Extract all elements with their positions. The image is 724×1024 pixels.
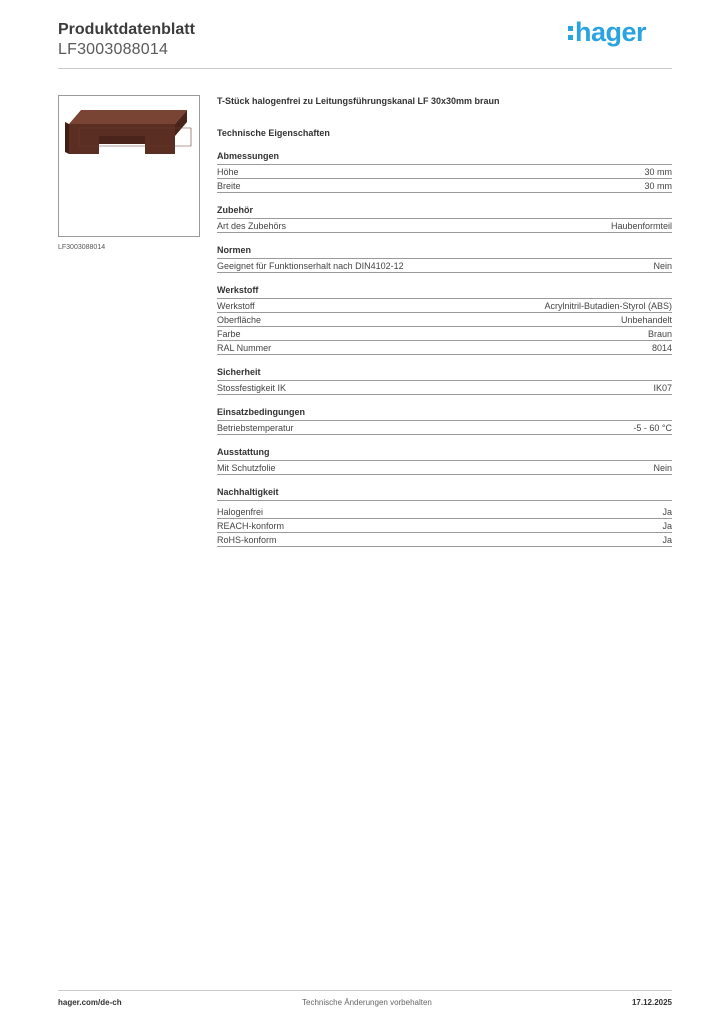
spec-value: Ja <box>662 535 672 545</box>
spec-label: Halogenfrei <box>217 507 264 517</box>
spec-row <box>217 179 672 193</box>
spec-label: RoHS-konform <box>217 535 277 545</box>
spec-row <box>217 165 672 179</box>
page-header <box>58 20 195 60</box>
spec-label: Betriebstemperatur <box>217 423 294 433</box>
spec-row <box>217 381 672 395</box>
spec-value: Nein <box>653 261 672 271</box>
spec-row <box>217 421 672 435</box>
spec-row <box>217 327 672 341</box>
spec-section-operating-conditions <box>217 407 672 435</box>
spec-label: Farbe <box>217 329 241 339</box>
website-link[interactable]: hager.com/de-ch <box>58 998 122 1007</box>
footer-date: 17.12.2025 <box>631 998 672 1007</box>
section-title: Abmessungen <box>217 151 672 165</box>
spec-value: -5 - 60 °C <box>633 423 672 433</box>
section-title: Einsatzbedingungen <box>217 407 672 421</box>
spec-label: REACH-konform <box>217 521 285 531</box>
spec-label: Werkstoff <box>217 301 255 311</box>
svg-text:hager: hager <box>575 17 647 47</box>
section-title: Nachhaltigkeit <box>217 487 672 501</box>
footer-divider <box>58 990 672 991</box>
spec-section-dimensions <box>217 151 672 193</box>
spec-label: Breite <box>217 181 241 191</box>
spec-row <box>217 299 672 313</box>
hager-logo <box>566 14 670 50</box>
spec-value: Braun <box>647 329 672 339</box>
section-title: Sicherheit <box>217 367 672 381</box>
spec-value: 8014 <box>651 343 672 353</box>
product-description: T-Stück halogenfrei zu Leitungsführungskanal LF 30x30mm braun <box>217 96 500 106</box>
spec-value: Acrylnitril-Butadien-Styrol (ABS) <box>544 301 672 311</box>
spec-row <box>217 259 672 273</box>
spec-label: Stossfestigkeit IK <box>217 383 287 393</box>
header-divider <box>58 68 672 69</box>
spec-section-material <box>217 285 672 355</box>
spec-value: 30 mm <box>644 167 672 177</box>
spec-section-equipment <box>217 447 672 475</box>
spec-value: Ja <box>662 507 672 517</box>
spec-label: Art des Zubehörs <box>217 221 287 231</box>
product-image <box>58 95 200 237</box>
spec-section-standards <box>217 245 672 273</box>
spec-value: Ja <box>662 521 672 531</box>
spec-content <box>217 94 672 547</box>
spec-row <box>217 505 672 519</box>
spec-value: Unbehandelt <box>620 315 672 325</box>
section-title: Ausstattung <box>217 447 672 461</box>
spec-label: Mit Schutzfolie <box>217 463 276 473</box>
spec-label: Höhe <box>217 167 239 177</box>
spec-section-sustainability <box>217 487 672 547</box>
spec-row <box>217 519 672 533</box>
spec-row <box>217 533 672 547</box>
spec-row <box>217 461 672 475</box>
spec-value: Nein <box>653 463 672 473</box>
spec-row <box>217 341 672 355</box>
spec-row <box>217 313 672 327</box>
spec-row <box>217 219 672 233</box>
tech-properties-heading: Technische Eigenschaften <box>217 128 330 138</box>
spec-label: Oberfläche <box>217 315 262 325</box>
article-number: LF3003088014 <box>58 41 169 58</box>
footer-notice: Technische Änderungen vorbehalten <box>302 998 432 1007</box>
section-title: Zubehör <box>217 205 672 219</box>
document-title: Produktdatenblatt <box>58 21 195 38</box>
spec-label: RAL Nummer <box>217 343 272 353</box>
section-title: Werkstoff <box>217 285 672 299</box>
spec-label: Geeignet für Funktionserhalt nach DIN4102-12 <box>217 261 404 271</box>
spec-section-accessory <box>217 205 672 233</box>
section-title: Normen <box>217 245 672 259</box>
image-caption: LF3003088014 <box>58 244 106 251</box>
spec-value: IK07 <box>653 383 672 393</box>
spec-section-safety <box>217 367 672 395</box>
spec-value: Haubenformteil <box>610 221 672 231</box>
spec-value: 30 mm <box>644 181 672 191</box>
